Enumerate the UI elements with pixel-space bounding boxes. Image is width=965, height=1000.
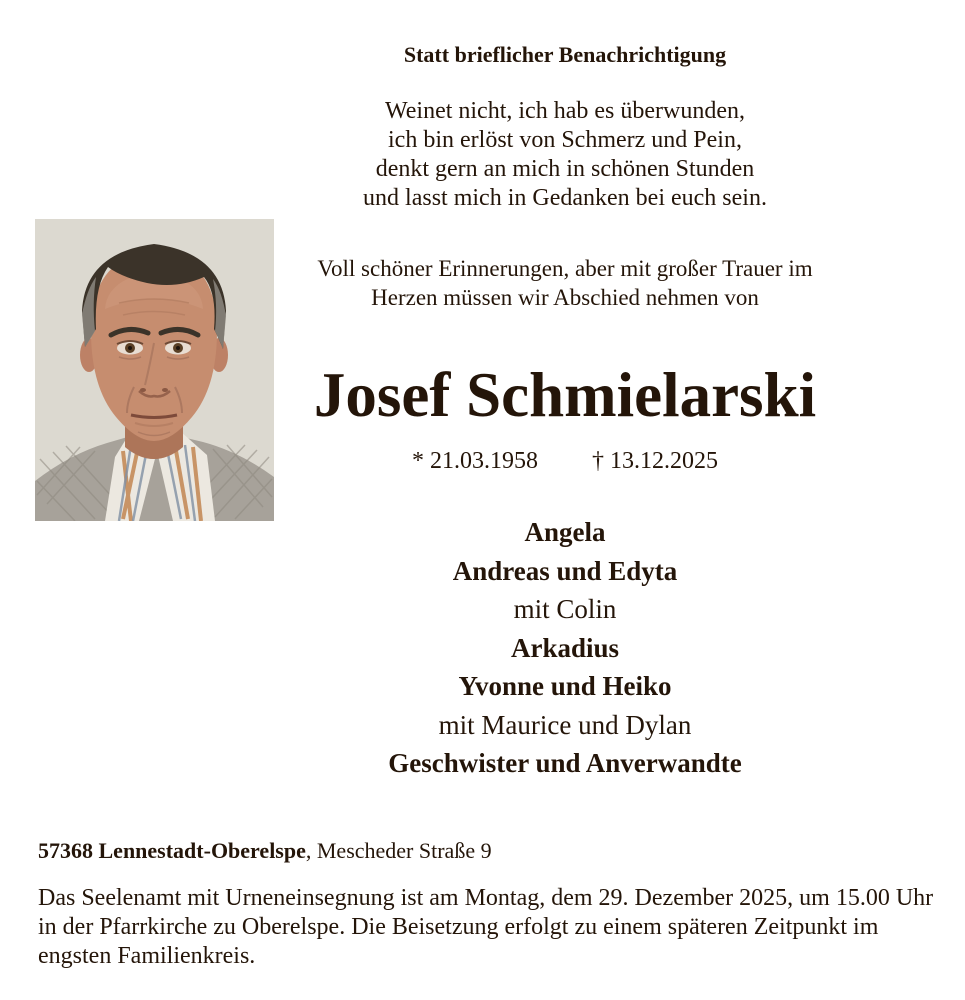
birth-date: * 21.03.1958: [412, 448, 538, 474]
service-information: Das Seelenamt mit Urneneinsegnung ist am Montag, dem 29. Dezember 2025, um 15.00 Uhr in der Pfarrkirche zu Oberelspe. Die Beisetzung erfolgt zu einem späteren Zeitpunkt im engsten Familienkreis.: [38, 885, 934, 969]
memorial-poem: [157, 97, 965, 213]
mourner-line: mit Maurice und Dylan: [438, 709, 692, 740]
deceased-name: Josef Schmielarski: [313, 360, 817, 430]
address-line: [38, 838, 492, 864]
intro-line: Voll schöner Erinnerungen, aber mit großer Trauer im: [317, 256, 813, 281]
poem-line: und lasst mich in Gedanken bei euch sein.: [363, 185, 767, 211]
mourner-line: Arkadius: [510, 632, 620, 663]
address-city: 57368 Lennestadt-Oberelspe: [38, 838, 306, 863]
mourner-line: Geschwister und Anverwandte: [388, 748, 742, 778]
notice-header: Statt brieflicher Benachrichtigung: [403, 42, 727, 67]
intro-text: [157, 254, 965, 312]
mourner-line: Yvonne und Heiko: [458, 671, 672, 701]
intro-line: Herzen müssen wir Abschied nehmen von: [371, 285, 759, 310]
poem-line: denkt gern an mich in schönen Stunden: [375, 156, 755, 182]
address-street: , Mescheder Straße 9: [305, 838, 492, 863]
poem-line: Weinet nicht, ich hab es überwunden,: [385, 98, 745, 124]
death-date: † 13.12.2025: [592, 448, 718, 474]
life-dates: [157, 448, 965, 475]
mourner-line: Andreas und Edyta: [452, 555, 678, 586]
mourner-line: Angela: [524, 517, 606, 547]
mourner-line: mit Colin: [513, 594, 617, 624]
poem-line: ich bin erlöst von Schmerz und Pein,: [388, 127, 742, 153]
mourners-list: [157, 513, 965, 783]
